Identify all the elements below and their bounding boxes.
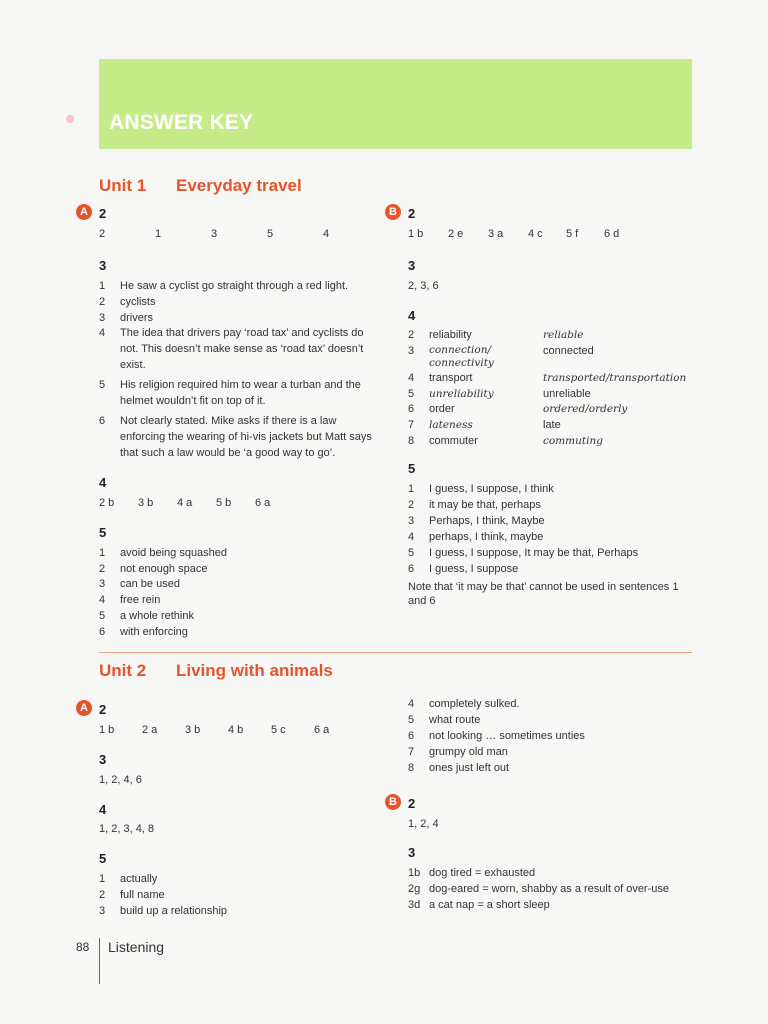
list-item: 2g dog-eared = worn, shabby as a result of over-use: [408, 883, 669, 896]
answers-list-continued: [408, 697, 692, 777]
section-heading: A 2: [99, 701, 384, 720]
list-item: 3 can be used: [99, 578, 180, 591]
answers-text: 1, 2, 3, 4, 8: [99, 823, 155, 836]
list-item: 4 completely sulked.: [408, 698, 520, 710]
unit2-heading: Unit 2 Living with animals: [99, 661, 333, 680]
list-item: 7 grumpy old man: [408, 745, 508, 758]
unit2-left-column: [80, 701, 384, 920]
note-text: Note that ‘it may be that’ cannot be used in sentences 1 and 6: [408, 580, 679, 608]
table-row: 7 lateness late: [408, 419, 561, 432]
section-heading: B 2: [408, 205, 692, 224]
section-heading: 5: [99, 851, 107, 867]
page-number: 88: [76, 940, 90, 954]
list-item: 4 The idea that drivers pay ‘road tax’ and cyclists do not. This doesn’t make sense as ‘road tax’ doesn’t exist.: [99, 327, 364, 372]
list-item: 1 He saw a cyclist go straight through a red light.: [99, 279, 349, 292]
list-item: 6 not looking … sometimes unties: [408, 729, 585, 742]
list-item: 3 build up a relationship: [99, 905, 228, 918]
list-item: 4 free rein: [99, 594, 161, 607]
answers-text: 1, 2, 4: [408, 817, 439, 830]
unit1-right-column: [389, 205, 692, 608]
section-badge-b: B: [385, 204, 401, 220]
section-heading: 3: [99, 257, 107, 273]
table-row: 2 reliability reliable: [408, 329, 584, 342]
list-item: 5 I guess, I suppose, It may be that, Perhaps: [408, 546, 639, 559]
table-row: 3 connection/ connectivity connected: [408, 344, 594, 370]
answers-text: 2, 3, 6: [408, 279, 439, 292]
page-title: ANSWER KEY: [109, 111, 254, 134]
unit1-heading: Unit 1 Everyday travel: [99, 176, 302, 195]
list-item: 6 I guess, I suppose: [408, 562, 519, 575]
list-item: 1 avoid being squashed: [99, 546, 228, 559]
list-item: 5 His religion required him to wear a turban and the helmet wouldn’t fit on top of it.: [99, 379, 361, 408]
list-item: 3 drivers: [99, 311, 154, 324]
section-badge-a: A: [76, 700, 92, 716]
section-heading: A 2: [99, 205, 384, 224]
list-item: 6 with enforcing: [99, 626, 188, 639]
list-item: 8 ones just left out: [408, 761, 510, 774]
answers-list: [99, 279, 384, 462]
list-item: 1b dog tired = exhausted: [408, 867, 536, 880]
answers-list: [99, 872, 384, 920]
decorative-dot: [66, 115, 74, 123]
list-item: 5 what route: [408, 713, 481, 726]
answers-row: 2 1 3 5 4: [99, 227, 330, 240]
section-heading: 4: [99, 801, 107, 817]
word-forms-table: [408, 328, 692, 450]
unit-divider: [99, 652, 692, 653]
section-heading: 3: [99, 751, 107, 767]
section-heading: 3: [408, 845, 416, 861]
list-item: 5 a whole rethink: [99, 610, 194, 623]
list-item: 2 not enough space: [99, 562, 208, 575]
footer-section-label: Listening: [108, 939, 165, 955]
table-row: 5 unreliability unreliable: [408, 387, 591, 400]
section-badge-b: B: [385, 794, 401, 810]
answers-list: [408, 482, 692, 608]
section-heading: 4: [99, 474, 107, 490]
section-heading: B 2: [408, 795, 692, 814]
list-item: 1 actually: [99, 873, 158, 886]
list-item: 4 perhaps, I think, maybe: [408, 530, 544, 543]
answers-list: [408, 866, 692, 914]
section-heading: 5: [408, 461, 416, 477]
table-row: 6 order ordered/orderly: [408, 403, 628, 416]
answers-row: 2 b 3 b 4 a 5 b 6 a: [99, 496, 271, 509]
answers-text: 1, 2, 4, 6: [99, 773, 142, 786]
answers-row: 1 b 2 e 3 a 4 c 5 f 6 d: [408, 227, 620, 240]
unit2-right-column: [389, 697, 692, 914]
list-item: 6 Not clearly stated. Mike asks if there is a law enforcing the wearing of hi-vis jackets but Matt says that such a law would be ‘a good way to go’.: [99, 415, 372, 459]
table-row: 8 commuter commuting: [408, 435, 603, 448]
list-item: 2 full name: [99, 889, 165, 902]
list-item: 3d a cat nap = a short sleep: [408, 899, 550, 912]
list-item: 1 I guess, I suppose, I think: [408, 483, 554, 496]
section-heading: 3: [408, 257, 416, 273]
unit1-left-column: [80, 205, 384, 641]
section-heading: 4: [408, 307, 416, 323]
answers-list: [99, 546, 384, 642]
footer-divider: [99, 938, 100, 984]
section-heading: 5: [99, 524, 107, 540]
list-item: 2 it may be that, perhaps: [408, 499, 541, 512]
answers-row: 1 b 2 a 3 b 4 b 5 c 6 a: [99, 723, 330, 736]
list-item: 3 Perhaps, I think, Maybe: [408, 515, 545, 527]
header-banner: [99, 59, 692, 149]
list-item: 2 cyclists: [99, 295, 156, 308]
section-badge-a: A: [76, 204, 92, 220]
table-row: 4 transport transported/transportation: [408, 371, 687, 384]
